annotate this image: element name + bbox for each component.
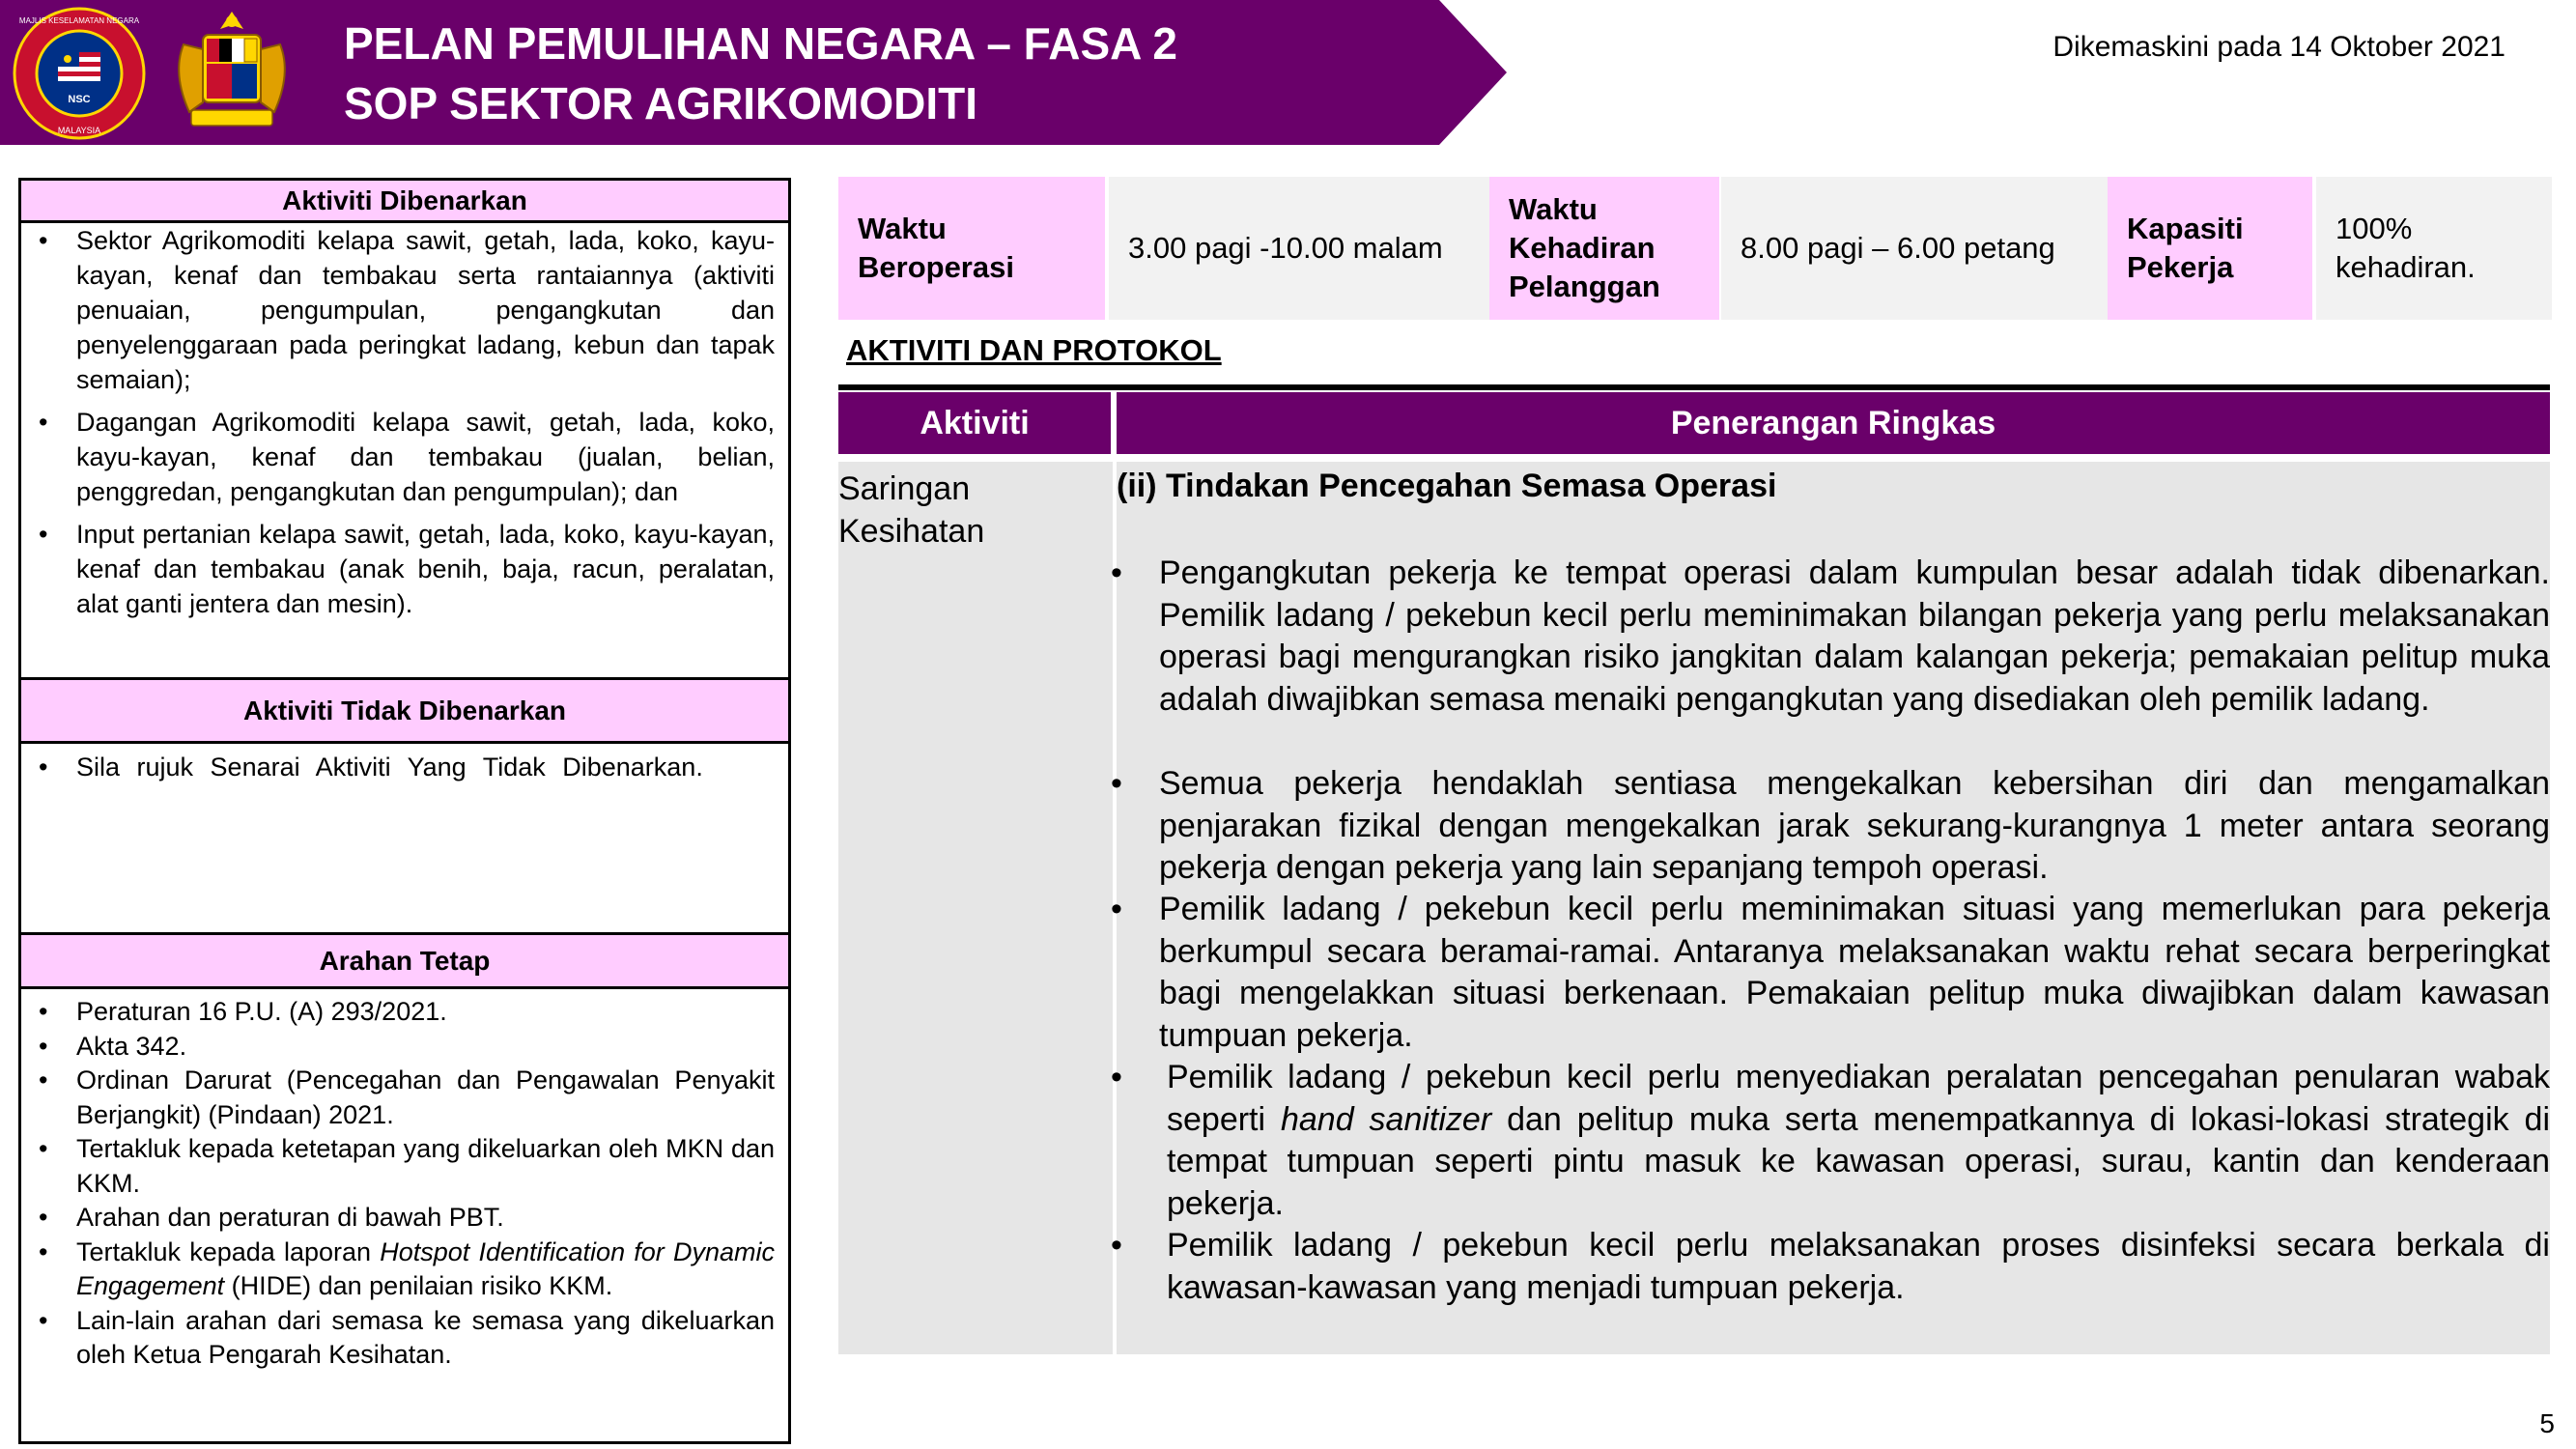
standing-orders-list bbox=[21, 989, 788, 1373]
capacity-value: 100% kehadiran. bbox=[2316, 177, 2552, 320]
list-item-emphasis: Hotspot Identification for Dynamic Engagement bbox=[76, 1236, 775, 1300]
protocol-bullet-text-part: dan pelitup muka serta menempatkannya di lokasi-lokasi strategik di tempat tumpuan seperti pintu masuk ke kawasan operasi, surau, kantin dan kenderaan pekerja. bbox=[1167, 1100, 2551, 1222]
customer-hours-value: 8.00 pagi – 6.00 petang bbox=[1721, 177, 2109, 320]
bullet-mark: • bbox=[1111, 765, 1122, 802]
list-item: • Sektor Agrikomoditi kelapa sawit, getah, lada, koko, kayu-kayan, kenaf dan tembakau serta rantaiannya (aktiviti penuaian, pengumpulan, pengangkutan dan penyelenggaraan pada peringkat ladang, kebun dan tapak semaian); bbox=[21, 223, 775, 397]
nsc-logo-bottom-text: MALAYSIA bbox=[57, 126, 101, 135]
hours-label: Waktu Beroperasi bbox=[838, 177, 1105, 320]
nsc-logo bbox=[4, 6, 155, 141]
protocol-bullet-emphasis: hand sanitizer bbox=[1280, 1100, 1492, 1138]
list-item: • Peraturan 16 P.U. (A) 293/2021. bbox=[21, 995, 775, 1030]
protocol-bullet-text bbox=[1167, 1057, 2550, 1225]
list-item: • Lain-lain arahan dari semasa ke semasa yang dikeluarkan oleh Ketua Pengarah Kesihatan. bbox=[21, 1304, 775, 1373]
allowed-activities-box bbox=[18, 178, 791, 680]
section-title: AKTIVITI DAN PROTOKOL bbox=[846, 333, 1222, 367]
not-allowed-activities-list bbox=[21, 744, 788, 784]
page-title-line1: PELAN PEMULIHAN NEGARA – FASA 2 bbox=[344, 18, 1178, 69]
protocol-bullet-text: Pemilik ladang / pekebun kecil perlu melaksanakan proses disinfeksi secara berkala di kawasan-kawasan yang menjadi tumpuan pekerja. bbox=[1167, 1227, 2550, 1306]
protocol-bullet-text-part: Pemilik ladang / pekebun kecil perlu menyediakan peralatan pencegahan penularan wabak seperti bbox=[1167, 1059, 2550, 1138]
activity-name: Saringan Kesihatan bbox=[838, 470, 985, 550]
bullet-mark: • bbox=[1111, 1059, 1122, 1095]
column-header-description: Penerangan Ringkas bbox=[1117, 392, 2550, 454]
bullet-mark: • bbox=[1111, 554, 1122, 591]
protocol-bullet-text: Pemilik ladang / pekebun kecil perlu meminimakan situasi yang memerlukan para pekerja berkumpul secara beramai-ramai. Antaranya melaksanakan waktu rehat secara berperingkat bagi mengelakkan situasi berkenaan. Pemakaian pelitup muka diwajibkan dalam kawasan tumpuan pekerja. bbox=[1159, 891, 2550, 1054]
list-item-text: (HIDE) dan penilaian risiko KKM. bbox=[224, 1271, 613, 1300]
not-allowed-activities-box bbox=[18, 677, 791, 935]
list-item: • Tertakluk kepada ketetapan yang dikeluarkan oleh MKN dan KKM. bbox=[21, 1132, 775, 1201]
allowed-activities-heading: Aktiviti Dibenarkan bbox=[21, 181, 788, 223]
protocol-bullet-text: Pengangkutan pekerja ke tempat operasi dalam kumpulan besar adalah tidak dibenarkan. Pemilik ladang / pekebun kecil perlu meminimakan bilangan pekerja yang perlu melaksanakan operasi bagi mengurangkan risiko jangkitan dalam kalangan pekerja; pemakaian pelitup muka adalah diwajibkan semasa menaiki pengangkutan yang disediakan oleh pemilik ladang. bbox=[1159, 554, 2550, 718]
activity-cell bbox=[838, 462, 1113, 1354]
column-header-activity: Aktiviti bbox=[838, 392, 1111, 454]
capacity-label: Kapasiti Pekerja bbox=[2108, 177, 2312, 320]
list-item: • Input pertanian kelapa sawit, getah, lada, koko, kayu-kayan, kenaf dan tembakau (anak benih, baja, racun, peralatan, alat ganti jentera dan mesin). bbox=[21, 517, 775, 621]
description-subtitle: (ii) Tindakan Pencegahan Semasa Operasi bbox=[1117, 468, 1777, 504]
protocol-bullet-text: Semua pekerja hendaklah sentiasa mengekalkan kebersihan diri dan mengamalkan penjarakan fizikal dengan mengekalkan jarak sekurang-kurangnya 1 meter antara seorang pekerja dengan pekerja yang lain sepanjang tempoh operasi. bbox=[1159, 765, 2550, 886]
not-allowed-activities-heading: Aktiviti Tidak Dibenarkan bbox=[21, 680, 788, 744]
list-item: • Sila rujuk Senarai Aktiviti Yang Tidak Dibenarkan. bbox=[21, 750, 775, 784]
coat-of-arms-logo bbox=[155, 6, 309, 141]
bullet-mark: • bbox=[1111, 1227, 1122, 1264]
updated-date: Dikemaskini pada 14 Oktober 2021 bbox=[2052, 31, 2505, 63]
page-number: 5 bbox=[2539, 1408, 2555, 1438]
list-item bbox=[21, 1236, 775, 1304]
nsc-logo-center: NSC bbox=[68, 94, 91, 105]
nsc-logo-top-text: MAJLIS KESELAMATAN NEGARA bbox=[18, 16, 140, 25]
standing-orders-box bbox=[18, 932, 791, 1444]
page-title-line2: SOP SEKTOR AGRIKOMODITI bbox=[344, 78, 977, 128]
list-item: • Ordinan Darurat (Pencegahan dan Pengawalan Penyakit Berjangkit) (Pindaan) 2021. bbox=[21, 1064, 775, 1132]
list-item-text: Tertakluk kepada laporan bbox=[76, 1236, 381, 1266]
bullet-mark: • bbox=[1111, 891, 1122, 927]
standing-orders-heading: Arahan Tetap bbox=[21, 935, 788, 989]
hours-value: 3.00 pagi -10.00 malam bbox=[1109, 177, 1501, 320]
list-item: • Arahan dan peraturan di bawah PBT. bbox=[21, 1201, 775, 1236]
list-item: • Dagangan Agrikomoditi kelapa sawit, getah, lada, koko, kayu-kayan, kenaf dan tembakau (jualan, belian, penggredan, pengangkutan dan pengumpulan); dan bbox=[21, 405, 775, 509]
customer-hours-label: Waktu Kehadiran Pelanggan bbox=[1489, 177, 1719, 320]
section-divider bbox=[838, 384, 2550, 390]
list-item: • Akta 342. bbox=[21, 1030, 775, 1065]
allowed-activities-list bbox=[21, 223, 788, 621]
